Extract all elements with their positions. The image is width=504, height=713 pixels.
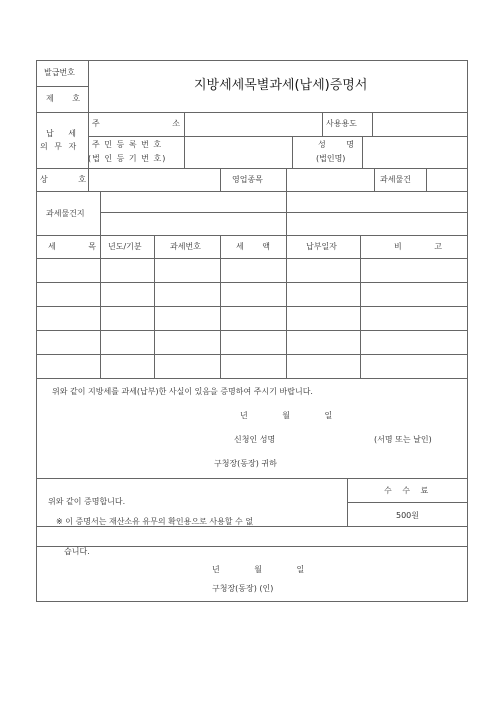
col-usage-start — [322, 112, 323, 136]
usage-label: 사용용도 — [326, 119, 357, 128]
corp-no-label: (법 인 등 기 번 호) — [88, 154, 167, 163]
page-title: 지방세세목별과세(납세)증명서 — [194, 78, 368, 93]
trade-name-label: 상 호 — [40, 175, 86, 184]
rule-request-bottom — [36, 478, 468, 479]
rule-location-mid — [100, 212, 468, 213]
col-header-tax-no: 과세번호 — [170, 242, 201, 251]
col-biz-end — [286, 168, 287, 191]
signature-note: (서명 또는 날인) — [374, 435, 432, 444]
col-location-label — [100, 191, 101, 235]
rule-cert-split — [36, 546, 468, 547]
col-header-pay-date: 납부일자 — [306, 242, 337, 251]
col-header-tax-item: 세 목 — [48, 242, 96, 251]
col-address-end — [184, 112, 185, 168]
address-label: 주 소 — [92, 119, 180, 128]
col-name-start — [292, 136, 293, 168]
corp-name-label: (법인명) — [316, 154, 346, 163]
col-table-2 — [154, 235, 155, 378]
rule-header-bottom — [36, 112, 468, 113]
col-trade-label — [88, 168, 89, 191]
col-name-end — [362, 136, 363, 168]
border-left — [36, 60, 37, 602]
border-top — [36, 60, 468, 61]
rule-address-bottom — [88, 136, 468, 137]
resident-no-label: 주 민 등 록 번 호 — [92, 140, 163, 149]
cert-note-cont: 습니다. — [64, 547, 90, 556]
taxpayer-label-2: 의 무 자 — [40, 142, 79, 151]
name-label: 성 명 — [318, 140, 354, 149]
col-table-5 — [360, 235, 361, 378]
col-header-amount: 세 액 — [236, 242, 270, 251]
col-table-1 — [100, 235, 101, 378]
col-header-year: 년도/기분 — [108, 242, 142, 251]
col-header-remarks: 비 고 — [394, 242, 442, 251]
taxpayer-label-1: 납 세 — [46, 129, 78, 138]
col-table-4 — [286, 235, 287, 378]
col-item-end — [426, 168, 427, 191]
business-type-label: 영업종목 — [232, 175, 263, 184]
request-date: 년 월 일 — [240, 411, 333, 420]
fee-label: 수 수 료 — [384, 486, 429, 495]
col-location-split — [286, 191, 287, 235]
request-recipient: 구청장(동장) 귀하 — [214, 459, 277, 468]
taxable-item-label: 과세물건 — [380, 175, 411, 184]
rule-issue-no — [36, 86, 88, 87]
taxable-location-label: 과세물건지 — [46, 209, 85, 218]
col-biz-start — [220, 168, 221, 191]
col-usage-end — [372, 112, 373, 136]
request-statement: 위와 같이 지방세를 과세(납부)한 사실이 있음을 증명하여 주시기 바랍니다. — [52, 387, 313, 396]
col-fee — [347, 478, 348, 526]
cert-note: ※ 이 증명서는 재산소유 유무의 확인용으로 사용할 수 없 — [56, 517, 254, 526]
border-right — [467, 60, 468, 602]
rule-taxpayer-bottom — [36, 168, 468, 169]
applicant-label: 신청인 성명 — [234, 435, 276, 444]
fee-value: 500원 — [396, 511, 419, 520]
col-issue-label — [88, 60, 89, 112]
rule-fee-label-bottom — [347, 502, 468, 503]
rule-table-bottom — [36, 378, 468, 379]
issue-no-label: 발급번호 — [44, 68, 75, 77]
col-item-start — [374, 168, 375, 191]
col-table-3 — [220, 235, 221, 378]
cert-issuer: 구청장(동장) (인) — [212, 584, 274, 593]
cert-date: 년 월 일 — [212, 565, 305, 574]
doc-no-label: 제 호 — [46, 94, 82, 103]
cert-statement: 위와 같이 증명합니다. — [48, 497, 126, 506]
border-bottom — [36, 601, 468, 602]
